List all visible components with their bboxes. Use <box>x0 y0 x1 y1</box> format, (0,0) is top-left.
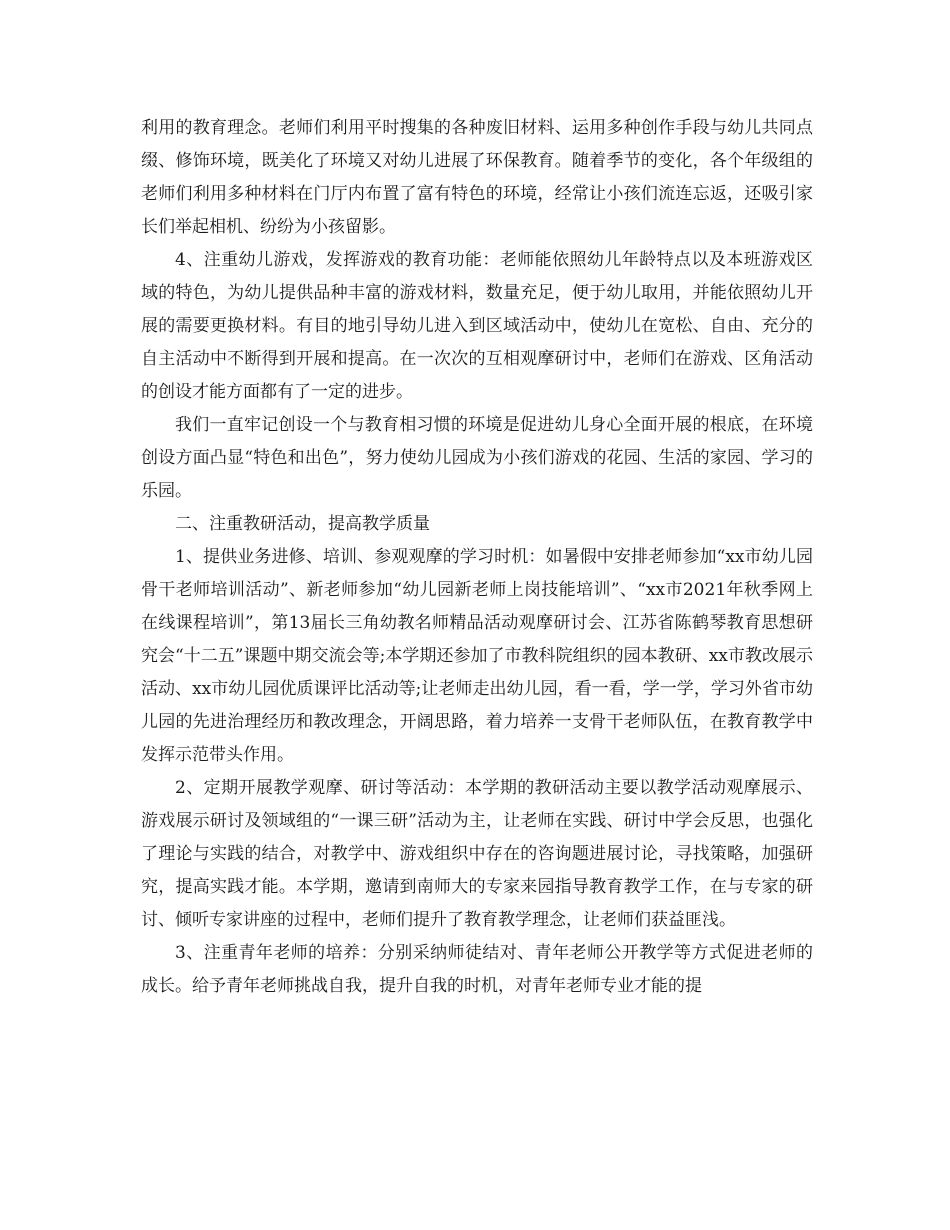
paragraph-environment-summary: 我们一直牢记创设一个与教育相习惯的环境是促进幼儿身心全面开展的根底，在环境创设方面凸显“特色和出色”，努力使幼儿园成为小孩们游戏的花园、生活的家园、学习的乐园。 <box>141 415 813 501</box>
paragraph-games-education: 4、注重幼儿游戏，发挥游戏的教育功能：老师能依照幼儿年龄特点以及本班游戏区域的特色，为幼儿提供品种丰富的游戏材料，数量充足，便于幼儿取用，并能依照幼儿开展的需要更换材料。有目的地引导幼儿进入到区域活动中，使幼儿在宽松、自由、充分的自主活动中不断得到开展和提高。在一次次的互相观摩研讨中，老师们在游戏、区角活动的创设才能方面都有了一定的进步。 <box>141 250 813 402</box>
paragraph-young-teachers: 3、注重青年老师的培养：分别采纳师徒结对、青年老师公开教学等方式促进老师的成长。给予青年老师挑战自我，提升自我的时机，对青年老师专业才能的提 <box>141 943 813 996</box>
paragraph-environment-continued: 利用的教育理念。老师们利用平时搜集的各种废旧材料、运用多种创作手段与幼儿共同点缀、修饰环境，既美化了环境又对幼儿进展了环保教育。随着季节的变化，各个年级组的老师们利用多种材料在门厅内布置了富有特色的环境，经常让小孩们流连忘返，还吸引家长们举起相机、纷纷为小孩留影。 <box>141 118 813 237</box>
document-body <box>141 112 813 1003</box>
paragraph-teaching-observation: 2、定期开展教学观摩、研讨等活动：本学期的教研活动主要以教学活动观摩展示、游戏展示研讨及领域组的“一课三研”活动为主，让老师在实践、研讨中学会反思，也强化了理论与实践的结合，对教学中、游戏组织中存在的咨询题进展讨论，寻找策略，加强研究，提高实践才能。本学期，邀请到南师大的专家来园指导教育教学工作，在与专家的研讨、倾听专家讲座的过程中，老师们提升了教育教学理念，让老师们获益匪浅。 <box>141 778 813 930</box>
paragraph-training-opportunities: 1、提供业务进修、培训、参观观摩的学习时机：如暑假中安排老师参加“xx市幼儿园骨干老师培训活动”、新老师参加“幼儿园新老师上岗技能培训”、“xx市2021年秋季网上在线课程培训”，第13届长三角幼教名师精品活动观摩研讨会、江苏省陈鹤琴教育思想研究会“十二五”课题中期交流会等;本学期还参加了市教科院组织的园本教研、xx市教改展示活动、xx市幼儿园优质课评比活动等;让老师走出幼儿园，看一看，学一学，学习外省市幼儿园的先进治理经历和教改理念，开阔思路，着力培养一支骨干老师队伍，在教育教学中发挥示范带头作用。 <box>141 547 813 765</box>
section-heading-teaching-research: 二、注重教研活动，提高教学质量 <box>175 514 430 534</box>
